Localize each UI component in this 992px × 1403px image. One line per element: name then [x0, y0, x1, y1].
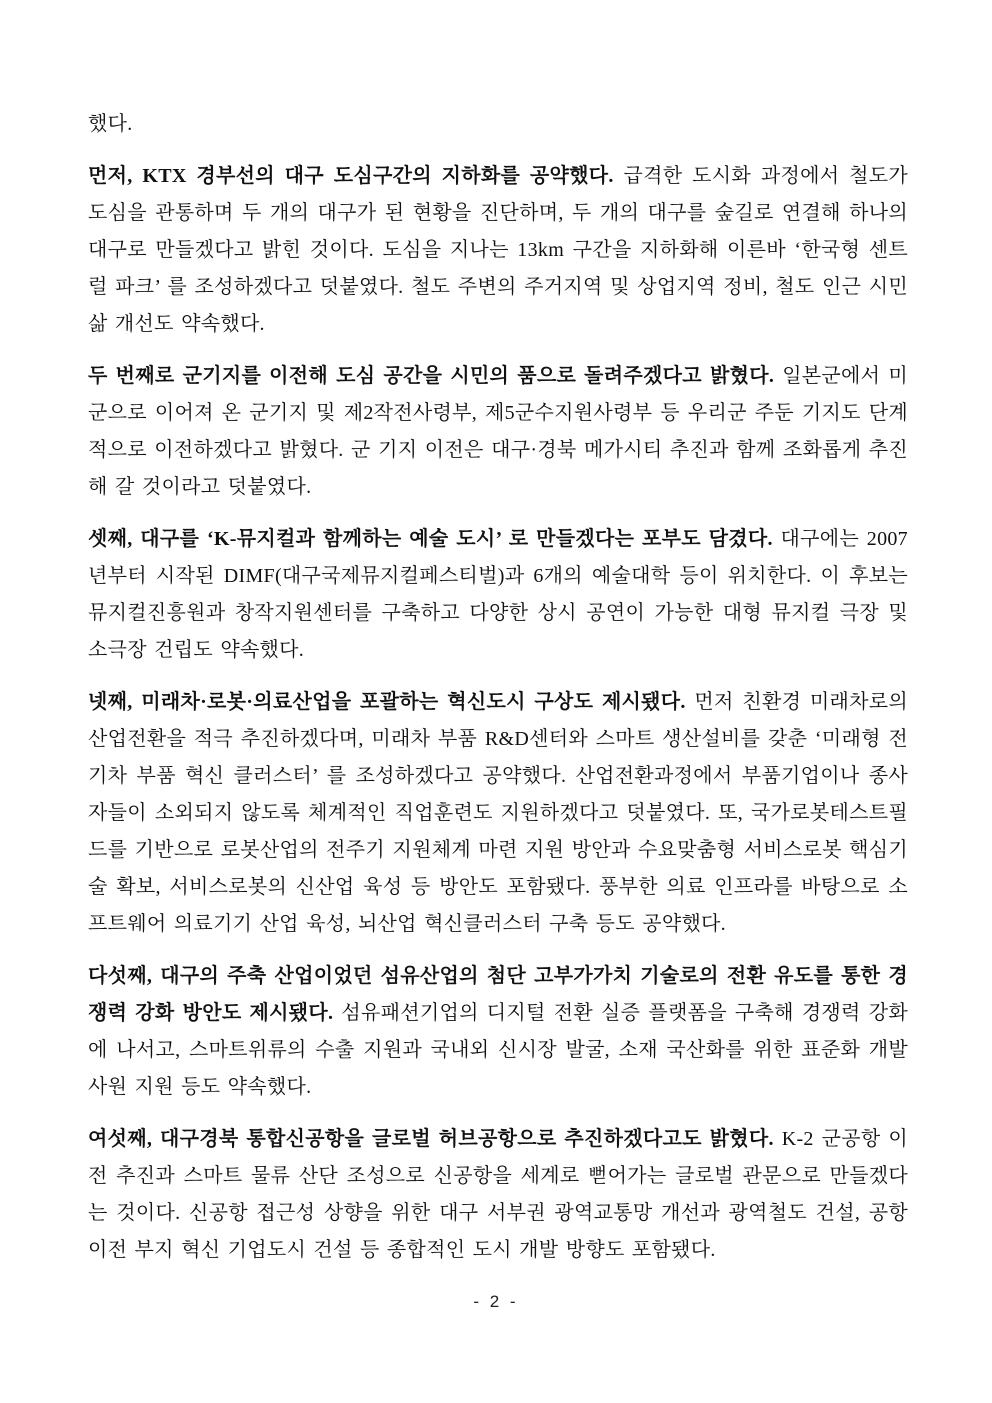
- paragraph-body: 섬유패션기업의 디지털 전환 실증 플랫폼을 구축해 경쟁력 강화에 나서고, 스마트위류의 수출 지원과 국내외 신시장 발굴, 소재 국산화를 위한 표준화 개발사원 지원 등도 약속했다.: [88, 1002, 908, 1098]
- paragraph-body: 했다.: [88, 113, 133, 135]
- paragraph-lead: 셋째, 대구를 ‘K-뮤지컬과 함께하는 예술 도시’ 로 만들겠다는 포부도 담겼다.: [88, 528, 773, 550]
- paragraph: [88, 106, 908, 143]
- paragraph-body: 대구에는 2007년부터 시작된 DIMF(대구국제뮤지컬페스티벌)과 6개의 예술대학 등이 위치한다. 이 후보는 뮤지컬진흥원과 창작지원센터를 구축하고 다양한 상시 공연이 가능한 대형 뮤지컬 극장 및 소극장 건립도 약속했다.: [88, 528, 908, 661]
- paragraph-body: 일본군에서 미군으로 이어져 온 군기지 및 제2작전사령부, 제5군수지원사령부 등 우리군 주둔 기지도 단계적으로 이전하겠다고 밝혔다. 군 기지 이전은 대구·경북 메가시티 추진과 함께 조화롭게 추진해 갈 것이라고 덧붙였다.: [88, 365, 908, 498]
- page-number: - 2 -: [473, 1292, 519, 1311]
- paragraph-body: 급격한 도시화 과정에서 철도가 도심을 관통하며 두 개의 대구가 된 현황을 진단하며, 두 개의 대구를 숲길로 연결해 하나의 대구로 만들겠다고 밝힌 것이다. 도심을 지나는 13km 구간을 지하화해 이른바 ‘한국형 센트럴 파크’ 를 조성하겠다고 덧붙였다. 철도 주변의 주거지역 및 상업지역 정비, 철도 인근 시민 삶 개선도 약속했다.: [88, 165, 908, 335]
- paragraph-lead: 먼저, KTX 경부선의 대구 도심구간의 지하화를 공약했다.: [88, 165, 614, 187]
- paragraph: [88, 1121, 908, 1269]
- paragraph-body: 먼저 친환경 미래차로의 산업전환을 적극 추진하겠다며, 미래차 부품 R&D센터와 스마트 생산설비를 갖춘 ‘미래형 전기차 부품 혁신 클러스터’ 를 조성하겠다고 공약했다. 산업전환과정에서 부품기업이나 종사자들이 소외되지 않도록 체계적인 직업훈련도 지원하겠다고 덧붙였다. 또, 국가로봇테스트필드를 기반으로 로봇산업의 전주기 지원체계 마련 지원 방안과 수요맞춤형 서비스로봇 핵심기술 확보, 서비스로봇의 신산업 육성 등 방안도 포함됐다. 풍부한 의료 인프라를 바탕으로 소프트웨어 의료기기 산업 육성, 뇌산업 혁신클러스터 구축 등도 공약했다.: [88, 691, 908, 935]
- paragraph-lead: 다섯째, 대구의 주축 산업이었던 섬유산업의 첨단 고부가가치 기술로의 전환 유도를 통한 경쟁력 강화 방안도 제시됐다.: [88, 965, 908, 1024]
- paragraph: [88, 958, 908, 1106]
- paragraph: [88, 521, 908, 669]
- paragraph-lead: 넷째, 미래차·로봇·의료산업을 포괄하는 혁신도시 구상도 제시됐다.: [88, 691, 686, 713]
- paragraph: [88, 684, 908, 943]
- paragraph: [88, 158, 908, 343]
- paragraph-lead: 두 번째로 군기지를 이전해 도심 공간을 시민의 품으로 돌려주겠다고 밝혔다.: [88, 365, 775, 387]
- paragraph: [88, 358, 908, 506]
- paragraph-body: K-2 군공항 이전 추진과 스마트 물류 산단 조성으로 신공항을 세계로 뻗어가는 글로벌 관문으로 만들겠다는 것이다. 신공항 접근성 상향을 위한 대구 서부권 광역교통망 개선과 광역철도 건설, 공항 이전 부지 혁신 기업도시 건설 등 종합적인 도시 개발 방향도 포함됐다.: [88, 1128, 908, 1261]
- paragraph-lead: 여섯째, 대구경북 통합신공항을 글로벌 허브공항으로 추진하겠다고도 밝혔다.: [88, 1128, 774, 1150]
